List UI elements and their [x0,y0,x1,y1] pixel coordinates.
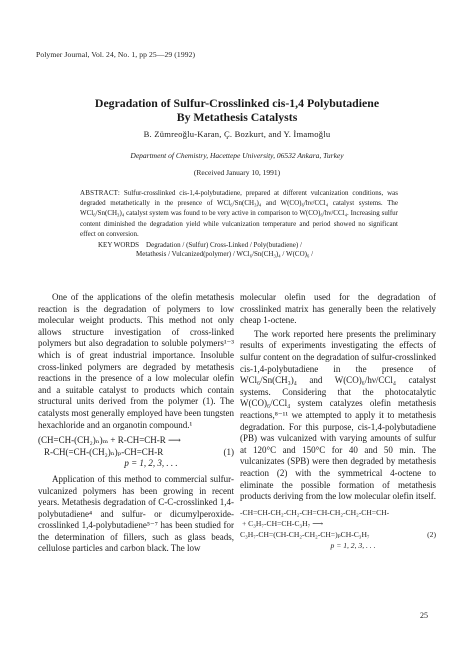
keywords-line-1 [98,240,302,250]
title-line-1: Degradation of Sulfur-Crosslinked cis-1,4 Polybutadiene [94,96,380,110]
equation-1-row-2 [38,447,234,459]
equation-2 [240,507,436,551]
left-column [38,292,234,555]
equation-1-condition: p = 1, 2, 3, . . . [124,458,178,469]
left-paragraph-1: One of the applications of the olefin metathesis reaction is the degradation of polymers to low molecular weight products. This method not only allows structure investigation of cross-linked polymers but also degradation to soluble polymers¹⁻³ which is of great industrial importance. Insoluble cross-linked polymers are degraded by metathesis reactions in the presence of a low molecular olefin and a suitable catalyst to products which contain structural units derived from the polymer (1). The catalysts most generally employed have been tungsten hexachloride and an organotin compound.¹ [38,292,234,430]
abstract [80,188,398,239]
equation-2-line-1: -CH=CH-CH₂-CH₂-CH=CH-CH₂-CH₂-CH=CH- [240,507,390,517]
equation-1 [38,435,234,470]
abstract-label: ABSTRACT: [80,189,120,197]
equation-1-number: (1) [223,446,234,457]
right-paragraph-2: The work reported here presents the preliminary results of experiments investigating the effects of sulfur content on the degradation of sulfur-crosslinked cis-1,4-polybutadiene in the presence of WCl₆/Sn(CH₃)₄ and W(CO)₆/hν/CCl₄ catalyst systems. Considering that the photocatalytic W(CO)₆/CCl₄ system catalyzes olefin metathesis reactions,⁸⁻¹¹ we attempted to apply it to metathesis degradation. For this purpose, cis-1,4-polybutadiene (PB) was vulcanized with varying amounts of sulfur at 120°C and 150°C for 40 and 50 min. The vulcanizates (SPB) were then degraded by metathesis reaction (2) with the symmetrical 4-octene to eliminate the possible formation of metathesis products deriving from the low molecular olefin itself. [240,328,436,502]
equation-2-line-3: C₃H₇-CH=(CH-CH₂-CH₂-CH=)ₚCH-C₃H₇ [240,529,370,539]
equation-1-line-1: (CH=CH-(CH₂)ₙ)ₘ + R-CH=CH-R ⟶ [38,435,181,446]
equation-2-number: (2) [427,529,436,539]
equation-1-line-2: R-CH(=CH-(CH₂)ₙ)ₚ-CH=CH-R [44,446,164,457]
abstract-text: Sulfur-crosslinked cis-1,4-polybutadiene, prepared at different vulcanization conditions, was degraded metathetically in the presence of WCl₆/Sn(CH₃)₄ and W(CO)₆/hν/CCl₄ catalyst systems. The WCl₆/Sn(CH₃)₄ catalyst system was found to be very active in comparison to W(CO)₆/hν/CCl₄. Increasing sulfur content diminished the degradation yield while vulcanization temperature and period showed no significant effect on conversion. [80,189,398,238]
authors: B. Zümreoğlu-Karan, Ç. Bozkurt, and Y. İmamoğlu [143,129,331,139]
received-date: (Received January 10, 1991) [193,168,281,177]
right-paragraph-1: molecular olefin used for the degradation of crosslinked matrix has generally been the relatively cheap 1-octene. [240,292,436,326]
equation-2-line-2: + C₃H₇-CH=CH-C₃H₇ ⟶ [242,518,324,528]
keywords-text-2: Metathesis / Vulcanized(polymer) / WCl₆/Sn(CH₃)₄ / W(CO)₆ / [136,250,314,258]
paper-title [60,96,414,124]
equation-2-row-3 [240,529,436,540]
page-number: 25 [420,611,428,620]
keywords-label: KEY WORDS [98,241,140,249]
journal-citation: Polymer Journal, Vol. 24, No. 1, pp 25—29 (1992) [36,50,196,59]
affiliation: Department of Chemistry, Hacettepe University, 06532 Ankara, Turkey [130,151,344,160]
left-paragraph-2: Application of this method to commercial sulfur-vulcanized polymers has been growing in recent years. Metathesis degradation of C-C-crosslinked 1,4-polybutadiene⁴ and sulfur- or dicumylperoxide-crosslinked 1,4-polybutadiene⁵⁻⁷ has been studied for the determination of fillers, such as glass beads, cellulose particles and carbon black. The low [38,473,234,554]
keywords-text-1: Degradation / (Sulfur) Cross-Linked / Poly(butadiene) / [146,241,302,249]
equation-2-condition: p = 1, 2, 3, . . . [330,540,376,550]
right-column [240,292,436,551]
title-line-2: By Metathesis Catalysts [176,110,298,124]
